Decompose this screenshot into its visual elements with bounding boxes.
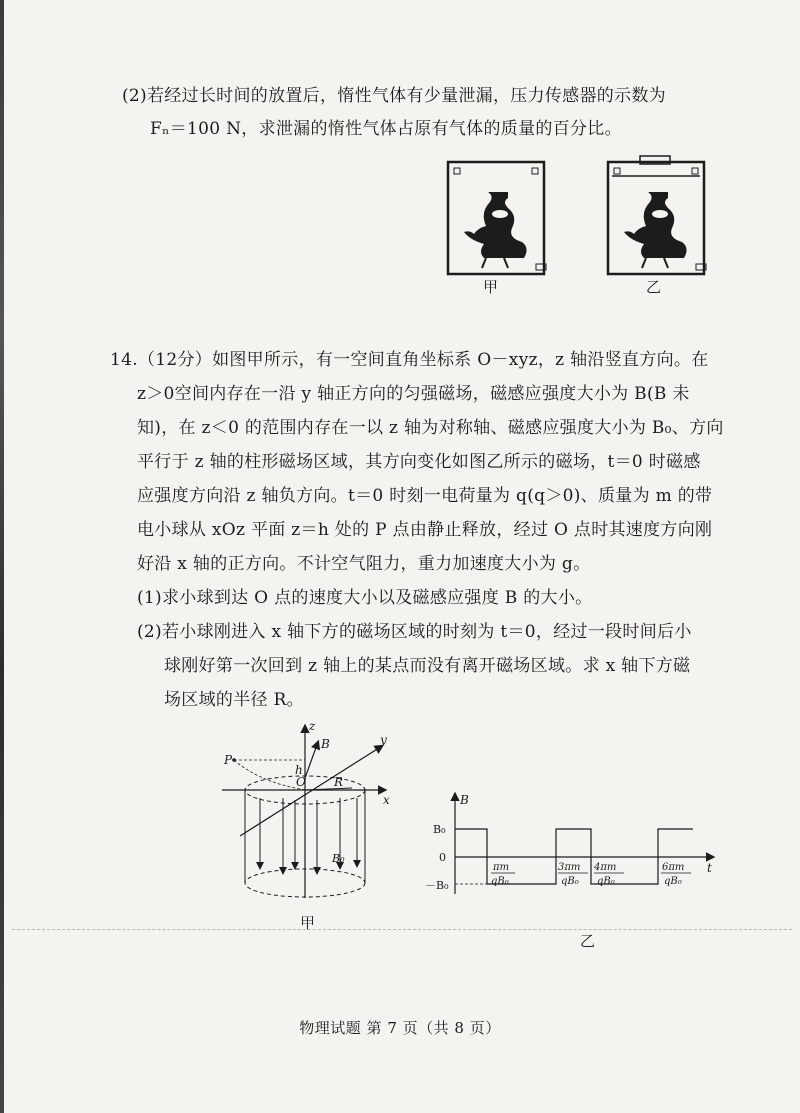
figure-jia-coordinate-system xyxy=(220,718,420,908)
svg-text:3πm: 3πm xyxy=(558,862,581,873)
q14-sub2-line2: 球刚好第一次回到 z 轴上的某点而没有离开磁场区域。求 x 轴下方磁 xyxy=(164,656,691,676)
tick-zero: 0 xyxy=(439,851,446,864)
q14-line-4: 平行于 z 轴的柱形磁场区域，其方向变化如图乙所示的磁场，t＝0 时磁感 xyxy=(137,452,701,472)
svg-text:πm: πm xyxy=(493,862,510,873)
q14-sub2-line3: 场区域的半径 R。 xyxy=(164,690,304,710)
figure-jia-label: 甲 xyxy=(300,914,316,932)
q14-line-1: 14.（12分）如图甲所示，有一空间直角坐标系 O－xyz，z 轴沿竖直方向。在 xyxy=(110,350,709,370)
label-x: x xyxy=(383,793,390,807)
q14-line-3: 知)，在 z＜0 的范围内存在一以 z 轴为对称轴、磁感应强度大小为 B₀、方向 xyxy=(137,418,724,438)
t-tick-6 xyxy=(661,862,691,887)
svg-text:qB₀: qB₀ xyxy=(561,876,579,887)
label-h: h xyxy=(295,763,303,777)
svg-text:4πm: 4πm xyxy=(594,862,617,873)
figure-yi-label: 乙 xyxy=(580,932,596,950)
q13-figure-yi xyxy=(600,152,710,282)
q14-line-6: 电小球从 xOz 平面 z＝h 处的 P 点由静止释放，经过 O 点时其速度方向刚 xyxy=(137,520,713,540)
tick-B0: B₀ xyxy=(433,823,446,836)
label-B: B xyxy=(321,737,330,751)
q13-figure-yi-label: 乙 xyxy=(646,278,662,296)
svg-text:qB₀: qB₀ xyxy=(664,876,682,887)
label-z: z xyxy=(309,719,316,733)
q13-part2-line1: (2)若经过长时间的放置后，惰性气体有少量泄漏，压力传感器的示数为 xyxy=(122,86,666,106)
q13-part2-line2: Fₙ＝100 N，求泄漏的惰性气体占原有气体的质量的百分比。 xyxy=(150,119,622,139)
svg-text:qB₀: qB₀ xyxy=(491,876,509,887)
q13-figure-jia-label: 甲 xyxy=(483,278,499,296)
figure-yi-square-wave xyxy=(425,790,725,900)
axis-t-label: t xyxy=(707,861,712,875)
t-tick-1 xyxy=(491,862,515,887)
q14-line-5: 应强度方向沿 z 轴负方向。t＝0 时刻一电荷量为 q(q＞0)、质量为 m 的带 xyxy=(137,486,713,506)
q13-figure-jia xyxy=(440,152,550,282)
label-B0: B₀ xyxy=(332,852,345,865)
svg-text:qB₀: qB₀ xyxy=(597,876,615,887)
q14-sub2-line1: (2)若小球刚进入 x 轴下方的磁场区域的时刻为 t＝0，经过一段时间后小 xyxy=(137,622,692,642)
tick-negB0: －B₀ xyxy=(425,879,449,892)
t-tick-4 xyxy=(593,862,624,887)
label-O: O xyxy=(296,775,306,789)
q14-line-7: 好沿 x 轴的正方向。不计空气阻力，重力加速度大小为 g。 xyxy=(137,554,591,574)
axis-B-label: B xyxy=(460,793,469,807)
q14-sub1: (1)求小球到达 O 点的速度大小以及磁感应强度 B 的大小。 xyxy=(137,588,593,608)
label-y: y xyxy=(380,733,387,747)
label-P: P xyxy=(224,753,233,767)
q14-line-2: z＞0空间内存在一沿 y 轴正方向的匀强磁场，磁感应强度大小为 B(B 未 xyxy=(137,384,690,404)
t-tick-3 xyxy=(558,862,588,887)
scan-edge xyxy=(0,0,4,1113)
svg-text:6πm: 6πm xyxy=(662,862,685,873)
page-footer: 物理试题 第 7 页（共 8 页） xyxy=(299,1019,501,1037)
label-R: R xyxy=(334,775,344,789)
page-fold-line xyxy=(12,929,792,930)
